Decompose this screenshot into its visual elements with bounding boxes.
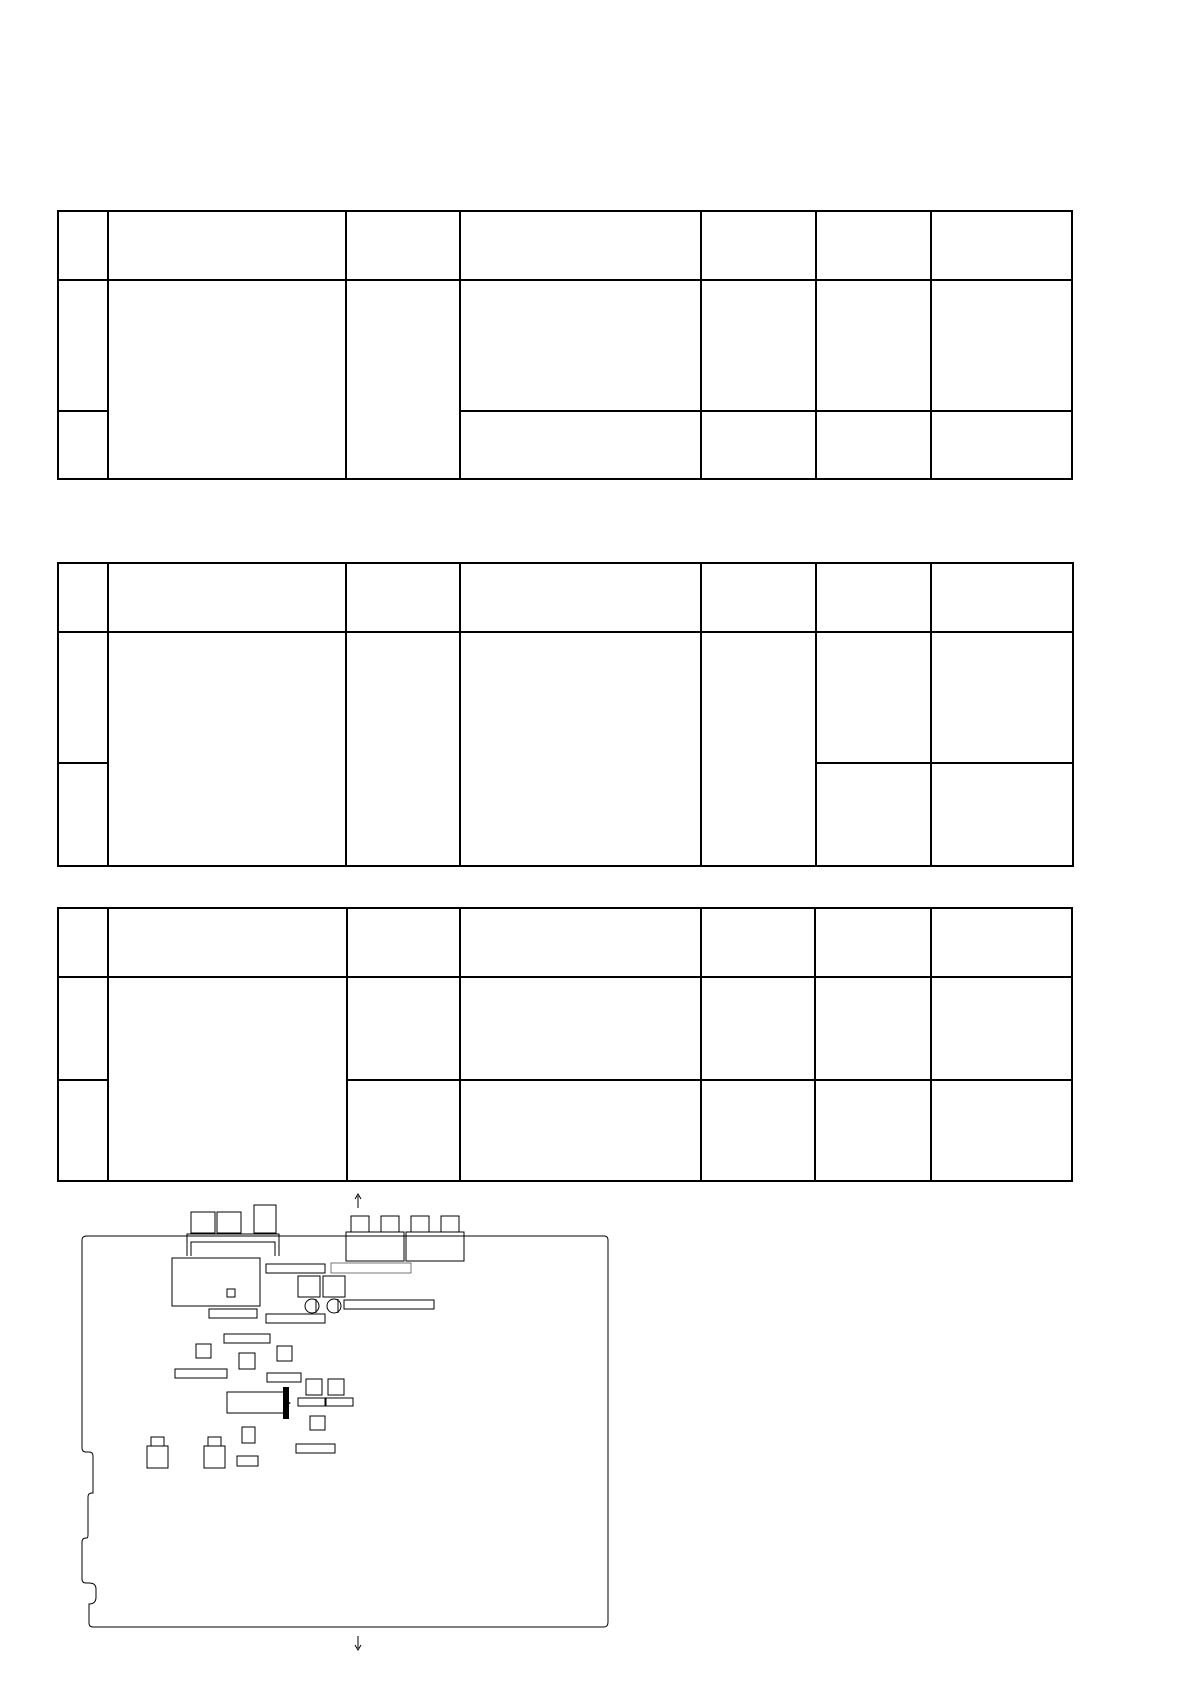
table-1-frame — [58, 211, 1072, 479]
connector-header — [227, 1387, 291, 1419]
resistor — [267, 1373, 301, 1382]
arrow-up-icon — [355, 1194, 361, 1208]
test-point — [310, 1416, 325, 1430]
ic-package-large — [172, 1258, 260, 1306]
test-point — [239, 1353, 255, 1369]
resistor — [298, 1398, 325, 1406]
resistor — [266, 1264, 325, 1273]
connector-block-left — [187, 1205, 279, 1256]
resistor — [224, 1334, 270, 1343]
transistor — [298, 1276, 320, 1297]
adjustment-table-2 — [58, 563, 1073, 866]
resistor — [296, 1444, 335, 1453]
pcb-component-layout — [82, 1194, 608, 1650]
test-point — [196, 1344, 211, 1358]
arrow-down-icon — [355, 1636, 361, 1650]
table-2-frame — [58, 563, 1073, 866]
jack-block-right — [346, 1216, 464, 1261]
adjustment-table-1 — [58, 211, 1072, 479]
resistor — [175, 1369, 227, 1378]
resistor — [344, 1300, 434, 1309]
resistor — [326, 1398, 353, 1406]
test-point — [242, 1427, 255, 1443]
transistor — [323, 1276, 345, 1297]
resistor — [266, 1314, 325, 1323]
test-point — [328, 1379, 344, 1395]
test-point — [306, 1379, 322, 1395]
test-point — [277, 1346, 292, 1361]
switch-left — [147, 1437, 168, 1468]
resistor — [209, 1309, 257, 1318]
resistor — [331, 1263, 411, 1273]
resistor — [237, 1456, 258, 1466]
table-3-frame — [58, 908, 1072, 1181]
capacitor-pair — [305, 1299, 341, 1313]
adjustment-table-3 — [58, 908, 1072, 1181]
switch-right — [204, 1437, 225, 1468]
